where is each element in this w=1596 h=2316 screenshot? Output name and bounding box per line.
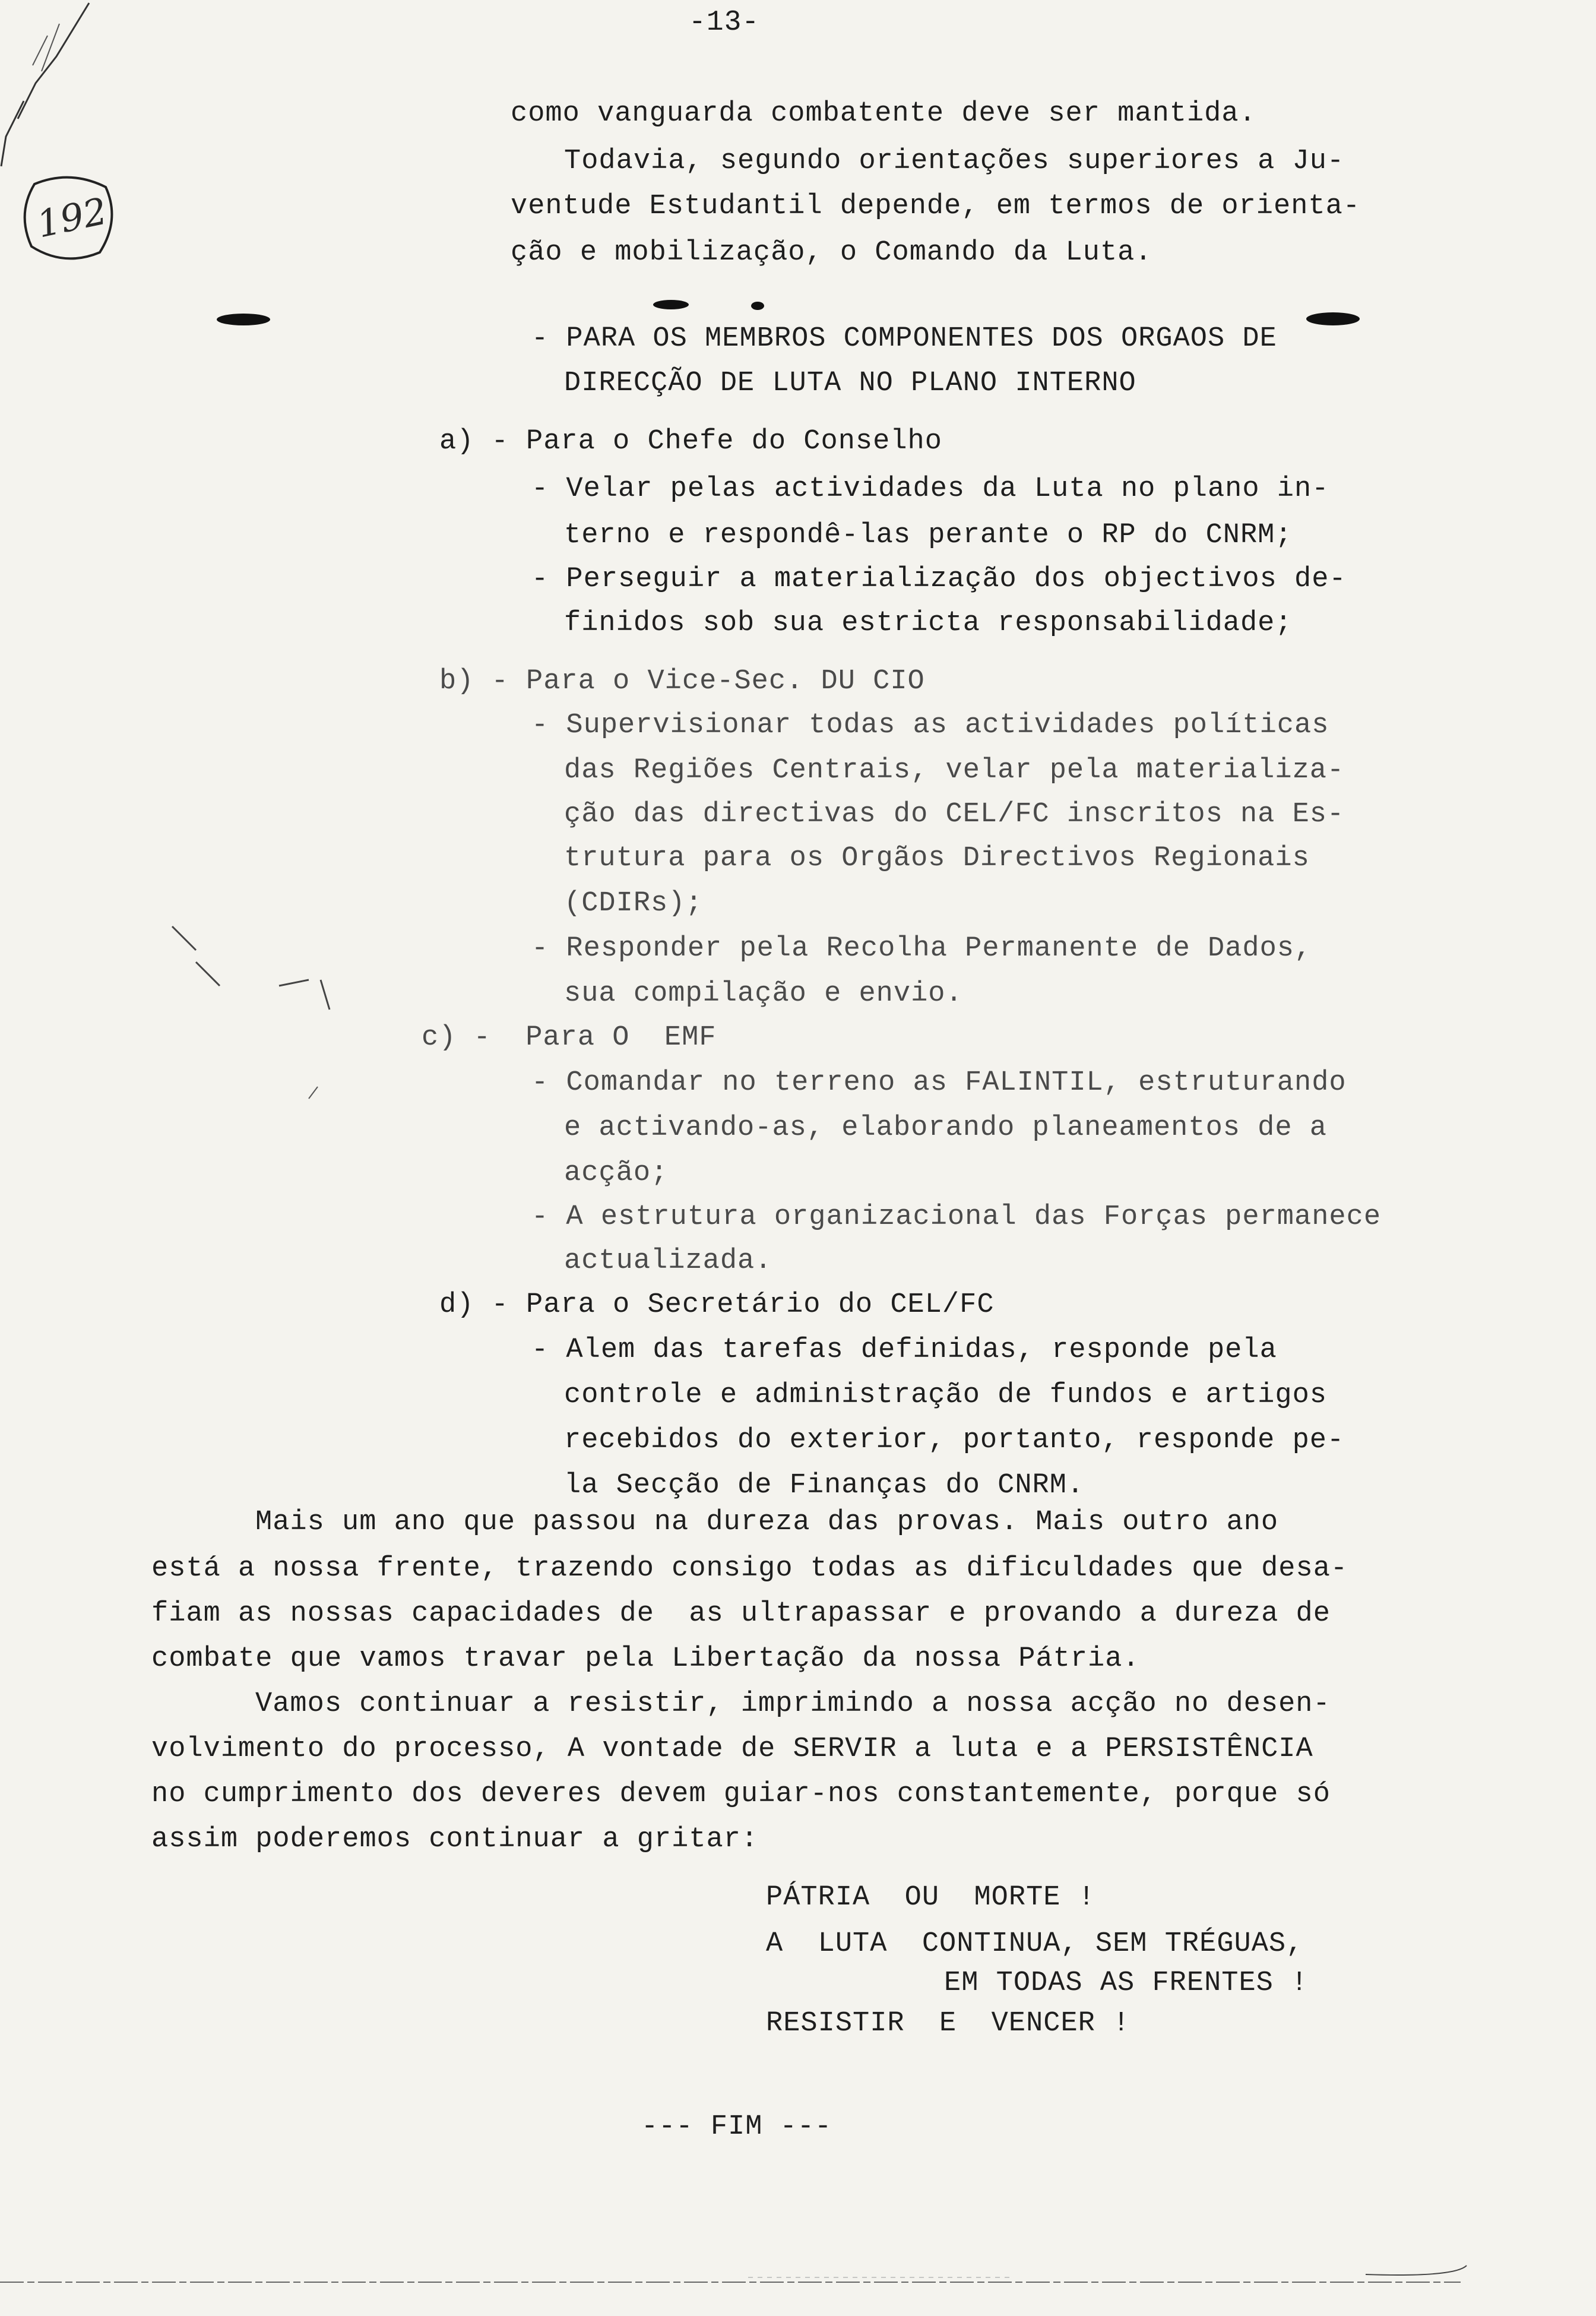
item-b-line-1: - Supervisionar todas as actividades políticas xyxy=(531,710,1329,741)
ink-blot xyxy=(1306,312,1360,325)
item-c-line-5: actualizada. xyxy=(564,1245,772,1277)
section-heading-line-1: - PARA OS MEMBROS COMPONENTES DOS ORGAOS DE xyxy=(531,323,1277,355)
item-a-title: a) - Para o Chefe do Conselho xyxy=(439,426,942,457)
closing-line-5: Vamos continuar a resistir, imprimindo a nossa acção no desen- xyxy=(255,1688,1331,1720)
slogan-line-1: PÁTRIA OU MORTE ! xyxy=(766,1882,1095,1913)
item-d-line-3: recebidos do exterior, portanto, responde pe- xyxy=(564,1425,1345,1456)
item-d-line-1: - Alem das tarefas definidas, responde pela xyxy=(531,1334,1277,1366)
closing-line-7: no cumprimento dos deveres devem guiar-nos constantemente, porque só xyxy=(151,1779,1331,1810)
bottom-edge-line xyxy=(0,2271,1596,2295)
closing-line-3: fiam as nossas capacidades de as ultrapassar e provando a dureza de xyxy=(151,1598,1331,1630)
slogan-line-4: RESISTIR E VENCER ! xyxy=(766,2008,1130,2039)
intro-line-3: ventude Estudantil depende, em termos de orienta- xyxy=(511,191,1361,222)
item-c-line-1: - Comandar no terreno as FALINTIL, estruturando xyxy=(531,1067,1347,1099)
stamp-number: 192 xyxy=(33,189,111,246)
item-a-line-2: terno e respondê-las perante o RP do CNRM; xyxy=(564,520,1293,551)
item-c-line-4: - A estrutura organizacional das Forças permanece xyxy=(531,1201,1382,1233)
item-d-title: d) - Para o Secretário do CEL/FC xyxy=(439,1289,995,1321)
page-number: -13- xyxy=(689,7,760,39)
ink-blot xyxy=(217,314,270,325)
item-b-line-7: sua compilação e envio. xyxy=(564,978,963,1010)
closing-line-8: assim poderemos continuar a gritar: xyxy=(151,1824,759,1855)
ink-blot xyxy=(653,300,689,309)
intro-line-2: Todavia, segundo orientações superiores a Ju- xyxy=(564,145,1345,177)
slogan-line-2: A LUTA CONTINUA, SEM TRÉGUAS, xyxy=(766,1928,1304,1960)
slogan-line-3: EM TODAS AS FRENTES ! xyxy=(944,1967,1309,1999)
section-heading-line-2: DIRECÇÃO DE LUTA NO PLANO INTERNO xyxy=(564,368,1136,399)
item-a-line-3: - Perseguir a materialização dos objectivos de- xyxy=(531,564,1347,595)
closing-line-4: combate que vamos travar pela Libertação da nossa Pátria. xyxy=(151,1643,1140,1675)
item-a-line-4: finidos sob sua estricta responsabilidade; xyxy=(564,608,1293,639)
item-b-line-3: ção das directivas do CEL/FC inscritos na Es- xyxy=(564,799,1345,830)
closing-line-6: volvimento do processo, A vontade de SERVIR a luta e a PERSISTÊNCIA xyxy=(151,1733,1313,1765)
item-a-line-1: - Velar pelas actividades da Luta no plano in- xyxy=(531,473,1329,505)
item-d-line-4: la Secção de Finanças do CNRM. xyxy=(564,1470,1085,1501)
item-b-line-4: trutura para os Orgãos Directivos Regionais xyxy=(564,843,1310,874)
closing-line-1: Mais um ano que passou na dureza das provas. Mais outro ano xyxy=(255,1507,1279,1538)
intro-line-1: como vanguarda combatente deve ser mantida. xyxy=(511,98,1256,129)
item-c-title: c) - Para O EMF xyxy=(422,1022,717,1053)
intro-line-4: ção e mobilização, o Comando da Luta. xyxy=(511,237,1152,268)
closing-line-2: está a nossa frente, trazendo consigo todas as dificuldades que desa- xyxy=(151,1553,1348,1584)
item-b-line-6: - Responder pela Recolha Permanente de Dados, xyxy=(531,933,1312,964)
ink-blot xyxy=(751,302,764,310)
item-c-line-2: e activando-as, elaborando planeamentos de a xyxy=(564,1112,1328,1144)
end-mark: --- FIM --- xyxy=(641,2111,832,2143)
item-b-line-2: das Regiões Centrais, velar pela materializa- xyxy=(564,755,1345,786)
item-c-line-3: acção; xyxy=(564,1157,669,1189)
item-d-line-2: controle e administração de fundos e artigos xyxy=(564,1380,1328,1411)
item-b-line-5: (CDIRs); xyxy=(564,888,703,919)
item-b-title: b) - Para o Vice-Sec. DU CIO xyxy=(439,666,925,697)
